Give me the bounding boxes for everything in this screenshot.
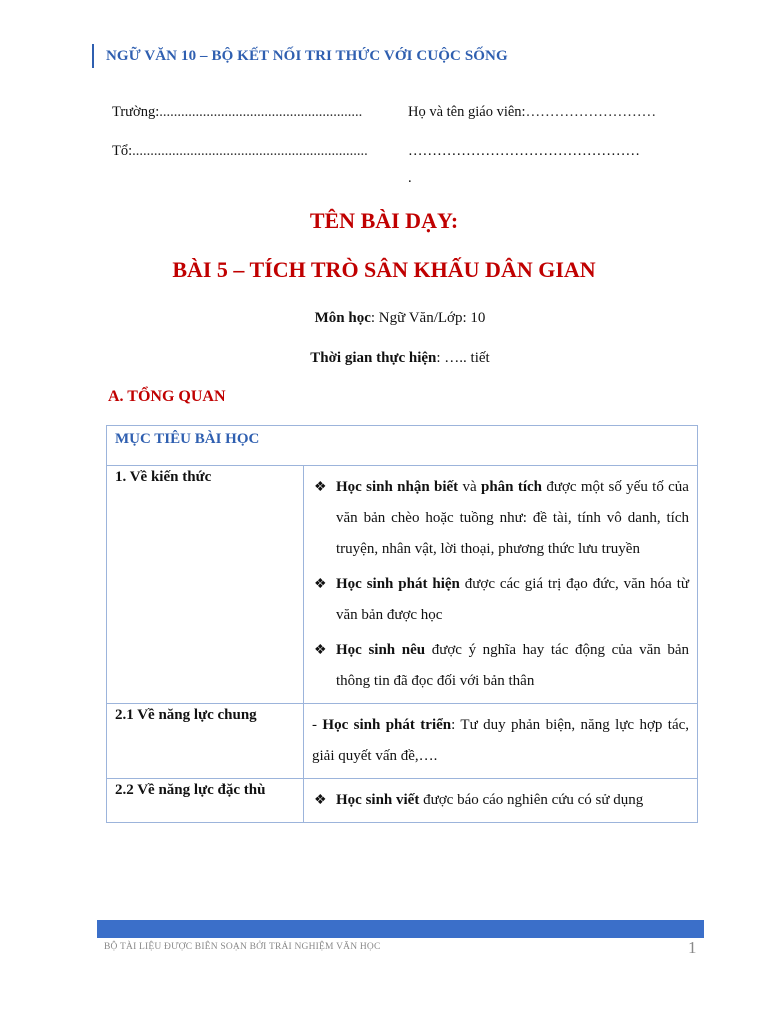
diamond-bullet-icon: ❖ xyxy=(314,577,327,592)
teacher-name-dots: ………………………………………… xyxy=(408,143,640,159)
item-text: : Tư duy phản biện, năng lực hợp tác, giải quyết vấn đề,…. xyxy=(312,717,690,764)
teacher-name-dots-tail: . xyxy=(408,170,412,186)
teacher-field xyxy=(408,104,656,121)
lesson-title: BÀI 5 – TÍCH TRÒ SÂN KHẤU DÂN GIAN xyxy=(172,257,596,282)
school-label: Trường: xyxy=(112,104,160,120)
diamond-bullet-icon: ❖ xyxy=(314,480,327,495)
group-label: Tổ: xyxy=(112,143,133,159)
footer-bar xyxy=(97,920,704,938)
list-item xyxy=(312,785,689,816)
time-label: Thời gian thực hiện xyxy=(310,350,437,366)
subject-value: : Ngữ Văn/Lớp: 10 xyxy=(370,310,486,326)
footer-text: BỘ TÀI LIỆU ĐƯỢC BIÊN SOẠN BỞI TRẢI NGHIỆM VĂN HỌC xyxy=(104,942,381,952)
item-text: và xyxy=(458,479,481,495)
group-dots: ................................................................. xyxy=(132,143,368,159)
table-row xyxy=(107,704,698,779)
item-text: được ý nghĩa hay tác động của văn bản thông tin đã đọc đối với bản thân xyxy=(336,642,689,689)
row-label-specific: 2.2 Về năng lực đặc thù xyxy=(107,779,304,823)
school-dots: ........................................................ xyxy=(159,104,363,120)
item-text: được báo cáo nghiên cứu có sử dụng xyxy=(419,792,644,808)
item-prefix: - xyxy=(312,717,323,733)
row-content-specific xyxy=(304,779,698,823)
item-bold: Học sinh nêu xyxy=(336,642,426,658)
diamond-bullet-icon: ❖ xyxy=(314,643,327,658)
page-number: 1 xyxy=(688,938,697,957)
item-bold: Học sinh phát triển xyxy=(322,717,452,733)
list-item xyxy=(312,472,689,565)
school-field xyxy=(112,104,362,121)
item-text: được các giá trị đạo đức, văn hóa từ văn bản được học xyxy=(336,576,690,623)
table-row xyxy=(107,466,698,704)
objectives-table xyxy=(106,425,698,823)
row-label-general: 2.1 Về năng lực chung xyxy=(107,704,304,779)
subject-line xyxy=(0,310,768,327)
group-field xyxy=(112,143,368,160)
row-content-knowledge xyxy=(304,466,698,704)
list-item xyxy=(312,635,689,697)
teacher-label: Họ và tên giáo viên: xyxy=(408,104,526,120)
subject-label: Môn học xyxy=(314,310,371,326)
lesson-heading: TÊN BÀI DẠY: xyxy=(309,208,459,233)
item-bold: Học sinh viết xyxy=(336,792,420,808)
document-header: NGỮ VĂN 10 – BỘ KẾT NỐI TRI THỨC VỚI CUỘC SỐNG xyxy=(92,44,508,68)
diamond-bullet-icon: ❖ xyxy=(314,793,327,808)
item-bold: Học sinh phát hiện xyxy=(336,576,460,592)
row-content-general xyxy=(304,704,698,779)
item-bold: Học sinh nhận biết xyxy=(336,479,459,495)
table-row xyxy=(107,779,698,823)
list-item xyxy=(312,569,689,631)
time-value: : ….. tiết xyxy=(436,350,490,366)
section-a-heading: A. TỔNG QUAN xyxy=(108,388,226,405)
item-bold: phân tích xyxy=(480,479,542,495)
teacher-dots: ……………………… xyxy=(525,104,657,120)
item-text: được một số yếu tố của văn bản chèo hoặc tuồng như: đề tài, tính vô danh, tích truyện, nhân vật, lời thoại, phương thức lưu truyền xyxy=(336,479,689,557)
time-line xyxy=(0,350,768,367)
objectives-table-header: MỤC TIÊU BÀI HỌC xyxy=(107,426,698,466)
row-label-knowledge: 1. Về kiến thức xyxy=(107,466,304,704)
